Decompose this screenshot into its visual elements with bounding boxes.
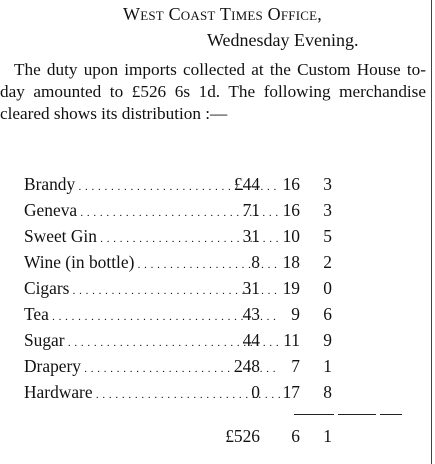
item-shillings: 10 xyxy=(282,226,300,246)
table-row xyxy=(0,356,426,382)
item-name: Geneva . . . xyxy=(24,200,280,221)
table-row xyxy=(0,200,426,226)
item-pounds: 31 xyxy=(242,278,260,298)
item-pounds: 43 xyxy=(242,304,260,324)
item-shillings: 16 xyxy=(282,174,300,194)
table-row xyxy=(0,304,426,330)
item-pounds: 248 xyxy=(233,356,260,376)
total-pence: 1 xyxy=(323,426,332,446)
column-rule xyxy=(431,0,432,464)
pounds-rule xyxy=(294,414,334,415)
item-pence: 8 xyxy=(323,382,332,402)
total-shillings: 6 xyxy=(291,426,300,446)
item-pence: 1 xyxy=(323,356,332,376)
item-name: Wine (in bottle) . . . xyxy=(24,252,280,273)
item-shillings: 9 xyxy=(291,304,300,324)
item-pence: 6 xyxy=(323,304,332,324)
item-pounds: 0 xyxy=(251,382,260,402)
item-pence: 9 xyxy=(323,330,332,350)
item-pence: 5 xyxy=(323,226,332,246)
item-pounds: 31 xyxy=(242,226,260,246)
article-paragraph xyxy=(0,59,426,126)
item-shillings: 19 xyxy=(282,278,300,298)
item-pence: 3 xyxy=(323,174,332,194)
item-shillings: 11 xyxy=(283,330,300,350)
item-name: Hardware . . . xyxy=(24,382,280,403)
item-name: Brandy . . . xyxy=(24,174,280,195)
total-pounds: £526 xyxy=(225,426,260,446)
item-shillings: 7 xyxy=(291,356,300,376)
item-name: Tea . . . xyxy=(24,304,280,325)
item-shillings: 17 xyxy=(282,382,300,402)
table-row xyxy=(0,226,426,252)
pence-rule xyxy=(380,414,402,415)
item-shillings: 16 xyxy=(282,200,300,220)
item-pence: 3 xyxy=(323,200,332,220)
shillings-rule xyxy=(338,414,376,415)
item-name: Cigars . . . xyxy=(24,278,280,299)
item-name: Drapery . . . xyxy=(24,356,280,377)
total-row xyxy=(0,426,426,454)
item-pounds: £44 xyxy=(233,174,260,194)
item-pounds: 71 xyxy=(242,200,260,220)
item-pence: 2 xyxy=(323,252,332,272)
item-name: Sweet Gin . . . xyxy=(24,226,280,247)
dateline-office: West Coast Times Office, xyxy=(123,4,322,24)
item-pence: 0 xyxy=(323,278,332,298)
table-row xyxy=(0,382,426,408)
article-text: The duty upon imports collected at the Custom House to-day amounted to £526 6s 1d. The following merchandise cleared shows its distribution :— xyxy=(0,60,426,124)
item-shillings: 18 xyxy=(282,252,300,272)
table-row xyxy=(0,330,426,356)
item-pounds: 8 xyxy=(251,252,260,272)
table-row xyxy=(0,252,426,278)
table-row xyxy=(0,278,426,304)
item-name: Sugar . . . xyxy=(24,330,280,351)
total-rules xyxy=(0,408,426,426)
duty-table xyxy=(0,174,426,454)
dateline-time: Wednesday Evening. xyxy=(207,30,359,50)
table-row xyxy=(0,174,426,200)
item-pounds: 44 xyxy=(242,330,260,350)
